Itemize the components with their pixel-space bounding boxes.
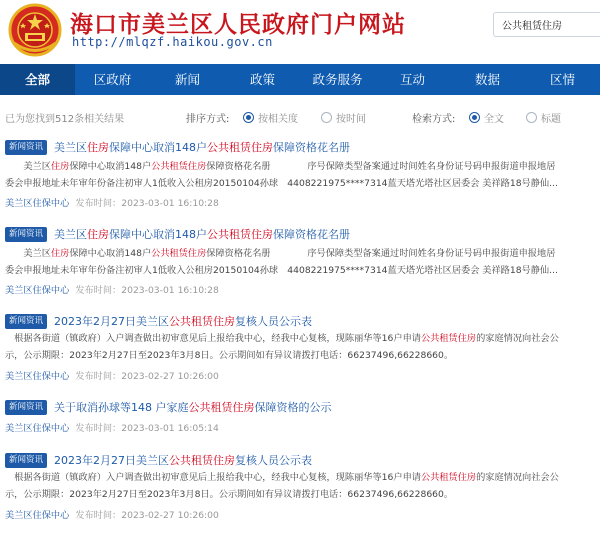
- title-highlight: 住房: [87, 228, 110, 241]
- result-header: [5, 139, 350, 155]
- search-input[interactable]: [493, 12, 600, 37]
- result-title-link[interactable]: [54, 399, 332, 415]
- result-title-link[interactable]: [54, 226, 350, 242]
- search-mode-label: 检索方式:: [412, 114, 456, 125]
- snippet-text: 根据各街道（镇政府）入户调查做出初审意见后上报给我中心，经我中心复核，现陈丽华等16户申请: [5, 333, 421, 344]
- category-badge: 新闻资讯: [5, 453, 47, 468]
- snippet-text: 根据各街道（镇政府）入户调查做出初审意见后上报给我中心，经我中心复核，现陈丽华等16户申请: [5, 472, 421, 483]
- snippet-highlight: 住房: [50, 248, 70, 259]
- title-text: 复核人员公示表: [235, 315, 313, 328]
- title-text: 关于取消孙球等148 户家庭: [54, 401, 189, 414]
- snippet-line: [5, 330, 593, 347]
- snippet-line: [5, 175, 593, 192]
- title-text: 美兰区: [54, 228, 88, 241]
- site-url: http://mlqzf.haikou.gov.cn: [72, 35, 273, 49]
- snippet-text: 美兰区: [5, 248, 51, 259]
- result-source-link[interactable]: 美兰区住保中心: [5, 371, 70, 382]
- title-highlight: 住房: [87, 141, 110, 154]
- snippet-text: 保障资格花名册 序号保障类型备案通过时间姓名身份证号码申报街道申报地居: [206, 248, 556, 259]
- result-date: 发布时间：2023-03-01 16:10:28: [75, 198, 219, 209]
- result-date: 发布时间：2023-02-27 10:26:00: [75, 510, 219, 521]
- nav-item-news[interactable]: 新闻: [174, 72, 200, 87]
- snippet-text: 委会申报地址未年审年份备注初审人1低收入公租房20150104孙球 4408221975****7314蓝天塔光塔社区居委会 美祥路18号静仙...: [5, 265, 558, 276]
- result-snippet: [5, 245, 593, 279]
- nav-item-policy[interactable]: 政策: [249, 72, 275, 87]
- snippet-line: [5, 486, 593, 503]
- snippet-text: 委会申报地址未年审年份备注初审人1低收入公租房20150104孙球 4408221975****7314蓝天塔光塔社区居委会 美祥路18号静仙...: [5, 178, 558, 189]
- snippet-text: 示，公示期限：2023年2月27日至2023年3月8日。公示期间如有异议请拨打电话：66237496,66228660。: [5, 489, 454, 500]
- nav-item-all[interactable]: 全部: [0, 64, 75, 95]
- result-header: [5, 226, 350, 242]
- title-highlight: 公共租赁住房: [169, 315, 236, 328]
- category-badge: 新闻资讯: [5, 314, 47, 329]
- result-source-link[interactable]: 美兰区住保中心: [5, 423, 70, 434]
- radio-checked-icon: [469, 112, 480, 123]
- radio-unchecked-icon: [526, 112, 537, 123]
- result-header: [5, 399, 332, 415]
- title-text: 保障资格花名册: [273, 228, 351, 241]
- radio-unchecked-icon: [321, 112, 332, 123]
- result-title-link[interactable]: [54, 452, 312, 468]
- snippet-highlight: 公共租赁住房: [151, 248, 207, 259]
- result-meta: [5, 507, 219, 521]
- result-snippet: [5, 330, 593, 364]
- result-snippet: [5, 469, 593, 503]
- snippet-line: [5, 262, 593, 279]
- snippet-text: 的家庭情况向社会公: [476, 472, 559, 483]
- nav-item-district-info[interactable]: 区情: [549, 72, 575, 87]
- site-title: 海口市美兰区人民政府门户网站: [70, 12, 406, 38]
- title-text: 保障中心取消148户: [109, 141, 208, 154]
- result-title-link[interactable]: [54, 313, 312, 329]
- snippet-text: 美兰区: [5, 161, 51, 172]
- sort-by-relevance-label: 按相关度: [258, 114, 298, 125]
- search-title-label: 标题: [541, 114, 561, 125]
- sort-by-time-label: 按时间: [336, 114, 366, 125]
- snippet-line: [5, 347, 593, 364]
- search-fulltext-label: 全文: [484, 114, 504, 125]
- result-meta: [5, 420, 219, 434]
- title-highlight: 公共租赁住房: [188, 401, 255, 414]
- result-header: [5, 452, 312, 468]
- snippet-highlight: 公共租赁住房: [420, 333, 477, 344]
- result-source-link[interactable]: 美兰区住保中心: [5, 510, 70, 521]
- search-title-radio[interactable]: [526, 110, 561, 125]
- result-count: 已为您找到512条相关结果: [5, 114, 125, 125]
- title-text: 保障中心取消148户: [109, 228, 208, 241]
- title-highlight: 公共租赁住房: [169, 454, 236, 467]
- nav-item-data[interactable]: 数据: [474, 72, 500, 87]
- category-badge: 新闻资讯: [5, 400, 47, 415]
- result-source-link[interactable]: 美兰区住保中心: [5, 285, 70, 296]
- nav-item-government-services[interactable]: 政务服务: [312, 72, 363, 87]
- national-emblem-icon: [6, 3, 64, 57]
- category-badge: 新闻资讯: [5, 227, 47, 242]
- result-title-link[interactable]: [54, 139, 350, 155]
- site-header: [0, 0, 600, 60]
- title-text: 2023年2月27日美兰区: [54, 315, 170, 328]
- main-nav: [0, 64, 600, 95]
- nav-item-interaction[interactable]: 互动: [399, 72, 425, 87]
- snippet-text: 保障中心取消148户: [69, 248, 152, 259]
- title-highlight: 公共租赁住房: [207, 141, 274, 154]
- snippet-text: 的家庭情况向社会公: [476, 333, 559, 344]
- title-text: 保障资格花名册: [273, 141, 351, 154]
- filter-bar: [0, 108, 600, 126]
- snippet-line: [5, 158, 593, 175]
- snippet-highlight: 住房: [50, 161, 70, 172]
- result-date: 发布时间：2023-03-01 16:05:14: [75, 423, 219, 434]
- radio-checked-icon: [243, 112, 254, 123]
- search-fulltext-radio[interactable]: [469, 110, 504, 125]
- nav-item-district-government[interactable]: 区政府: [93, 72, 132, 87]
- snippet-highlight: 公共租赁住房: [151, 161, 207, 172]
- snippet-text: 保障中心取消148户: [69, 161, 152, 172]
- sort-label: 排序方式:: [186, 114, 230, 125]
- snippet-text: 保障资格花名册 序号保障类型备案通过时间姓名身份证号码申报街道申报地居: [206, 161, 556, 172]
- title-highlight: 公共租赁住房: [207, 228, 274, 241]
- result-header: [5, 313, 312, 329]
- result-meta: [5, 282, 219, 296]
- sort-by-time-radio[interactable]: [321, 110, 366, 125]
- snippet-text: 示，公示期限：2023年2月27日至2023年3月8日。公示期间如有异议请拨打电话：66237496,66228660。: [5, 350, 454, 361]
- snippet-line: [5, 469, 593, 486]
- sort-by-relevance-radio[interactable]: [243, 110, 298, 125]
- result-date: 发布时间：2023-03-01 16:10:28: [75, 285, 219, 296]
- title-text: 保障资格的公示: [254, 401, 332, 414]
- title-text: 复核人员公示表: [235, 454, 313, 467]
- snippet-highlight: 公共租赁住房: [420, 472, 477, 483]
- result-date: 发布时间：2023-02-27 10:26:00: [75, 371, 219, 382]
- result-meta: [5, 195, 219, 209]
- result-source-link[interactable]: 美兰区住保中心: [5, 198, 70, 209]
- category-badge: 新闻资讯: [5, 140, 47, 155]
- title-text: 美兰区: [54, 141, 88, 154]
- result-snippet: [5, 158, 593, 192]
- title-text: 2023年2月27日美兰区: [54, 454, 170, 467]
- result-meta: [5, 368, 219, 382]
- snippet-line: [5, 245, 593, 262]
